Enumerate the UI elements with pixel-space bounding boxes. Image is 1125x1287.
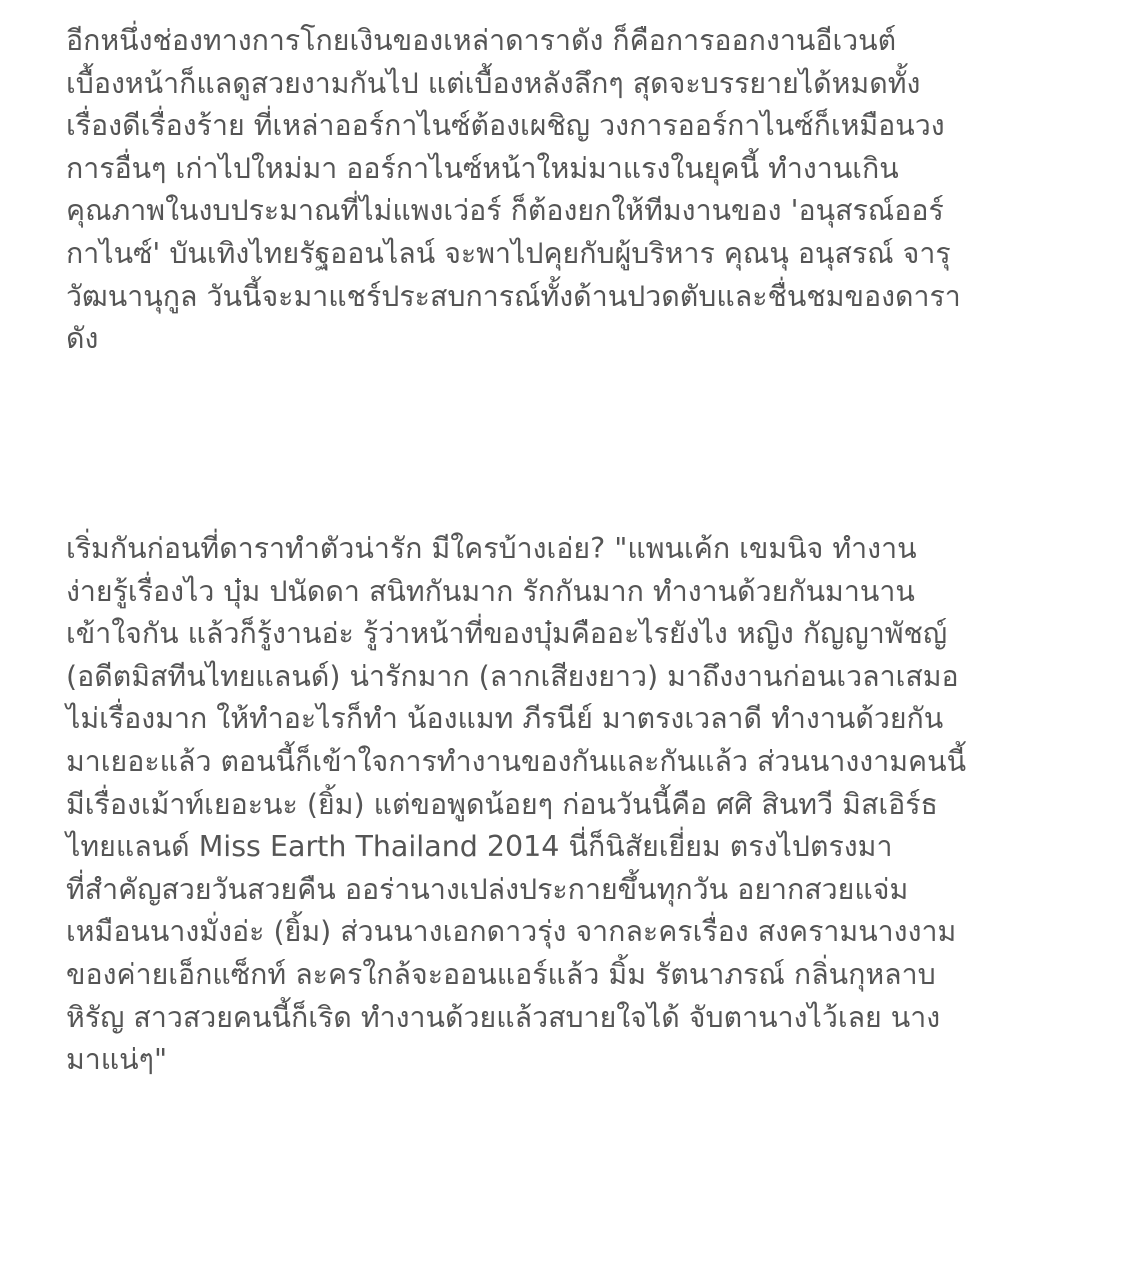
text-line: การอื่นๆ เก่าไปใหม่มา ออร์กาไนซ์หน้าใหม่มาแรงในยุคนี้ ทำงานเกิน — [66, 151, 899, 185]
text-line: หิรัญ สาวสวยคนนี้ก็เริด ทำงานด้วยแล้วสบายใจได้ จับตานางไว้เลย นาง — [66, 1000, 941, 1034]
text-line: เรื่องดีเรื่องร้าย ที่เหล่าออร์กาไนซ์ต้องเผชิญ วงการออร์กาไนซ์ก็เหมือนวง — [66, 109, 945, 143]
text-line: ที่สำคัญสวยวันสวยคืน ออร่านางเปล่งประกายขึ้นทุกวัน อยากสวยแจ่ม — [66, 872, 909, 906]
text-line: ของค่ายเอ็กแซ็กท์ ละครใกล้จะออนแอร์แล้ว มิ้ม รัตนาภรณ์ กลิ่นกุหลาบ — [66, 957, 936, 991]
text-line: อีกหนึ่งช่องทางการโกยเงินของเหล่าดาราดัง ก็คือการออกงานอีเวนต์ — [66, 24, 897, 57]
text-line: เบื้องหน้าก็แลดูสวยงามกันไป แต่เบื้องหลังลึกๆ สุดจะบรรยายได้หมดทั้ง — [66, 66, 921, 100]
text-line: ดัง — [66, 322, 99, 356]
text-line: มีเรื่องเม้าท์เยอะนะ (ยิ้ม) แต่ขอพูดน้อยๆ ก่อนวันนี้คือ ศศิ สินทวี มิสเอิร์ธ — [66, 787, 938, 821]
paragraph-intro — [66, 20, 1066, 361]
text-line: ไทยแลนด์ Miss Earth Thailand 2014 นี่ก็นิสัยเยี่ยม ตรงไปตรงมา — [66, 830, 893, 864]
text-line: มาเยอะแล้ว ตอนนี้ก็เข้าใจการทำงานของกันและกันแล้ว ส่วนนางงามคนนี้ — [66, 744, 967, 778]
text-line: (อดีตมิสทีนไทยแลนด์) น่ารักมาก (ลากเสียงยาว) มาถึงงานก่อนเวลาเสมอ — [66, 659, 959, 693]
text-line: ไม่เรื่องมาก ให้ทำอะไรก็ทำ น้องแมท ภีรนีย์ มาตรงเวลาดี ทำงานด้วยกัน — [66, 702, 944, 736]
paragraph-quote — [66, 528, 966, 1082]
text-line: เริ่มกันก่อนที่ดาราทำตัวน่ารัก มีใครบ้างเอ่ย? "แพนเค้ก เขมนิจ ทำงาน — [66, 532, 917, 565]
text-line: คุณภาพในงบประมาณที่ไม่แพงเว่อร์ ก็ต้องยกให้ทีมงานของ 'อนุสรณ์ออร์ — [66, 194, 944, 228]
text-line: มาแน่ๆ" — [66, 1043, 168, 1077]
text-line: วัฒนานุกูล วันนี้จะมาแชร์ประสบการณ์ทั้งด้านปวดตับและชื่นชมของดารา — [66, 279, 961, 313]
text-line: เหมือนนางมั่งอ่ะ (ยิ้ม) ส่วนนางเอกดาวรุ่ง จากละครเรื่อง สงครามนางงาม — [66, 915, 957, 949]
text-line: กาไนซ์' บันเทิงไทยรัฐออนไลน์ จะพาไปคุยกับผู้บริหาร คุณนุ อนุสรณ์ จารุ — [66, 236, 951, 270]
text-line: ง่ายรู้เรื่องไว บุ๋ม ปนัดดา สนิทกันมาก รักกันมาก ทำงานด้วยกันมานาน — [66, 574, 915, 608]
article-body — [66, 20, 1066, 1077]
text-line: เข้าใจกัน แล้วก็รู้งานอ่ะ รู้ว่าหน้าที่ของบุ๋มคืออะไรยังไง หญิง กัญญาพัชญ์ — [66, 617, 948, 651]
